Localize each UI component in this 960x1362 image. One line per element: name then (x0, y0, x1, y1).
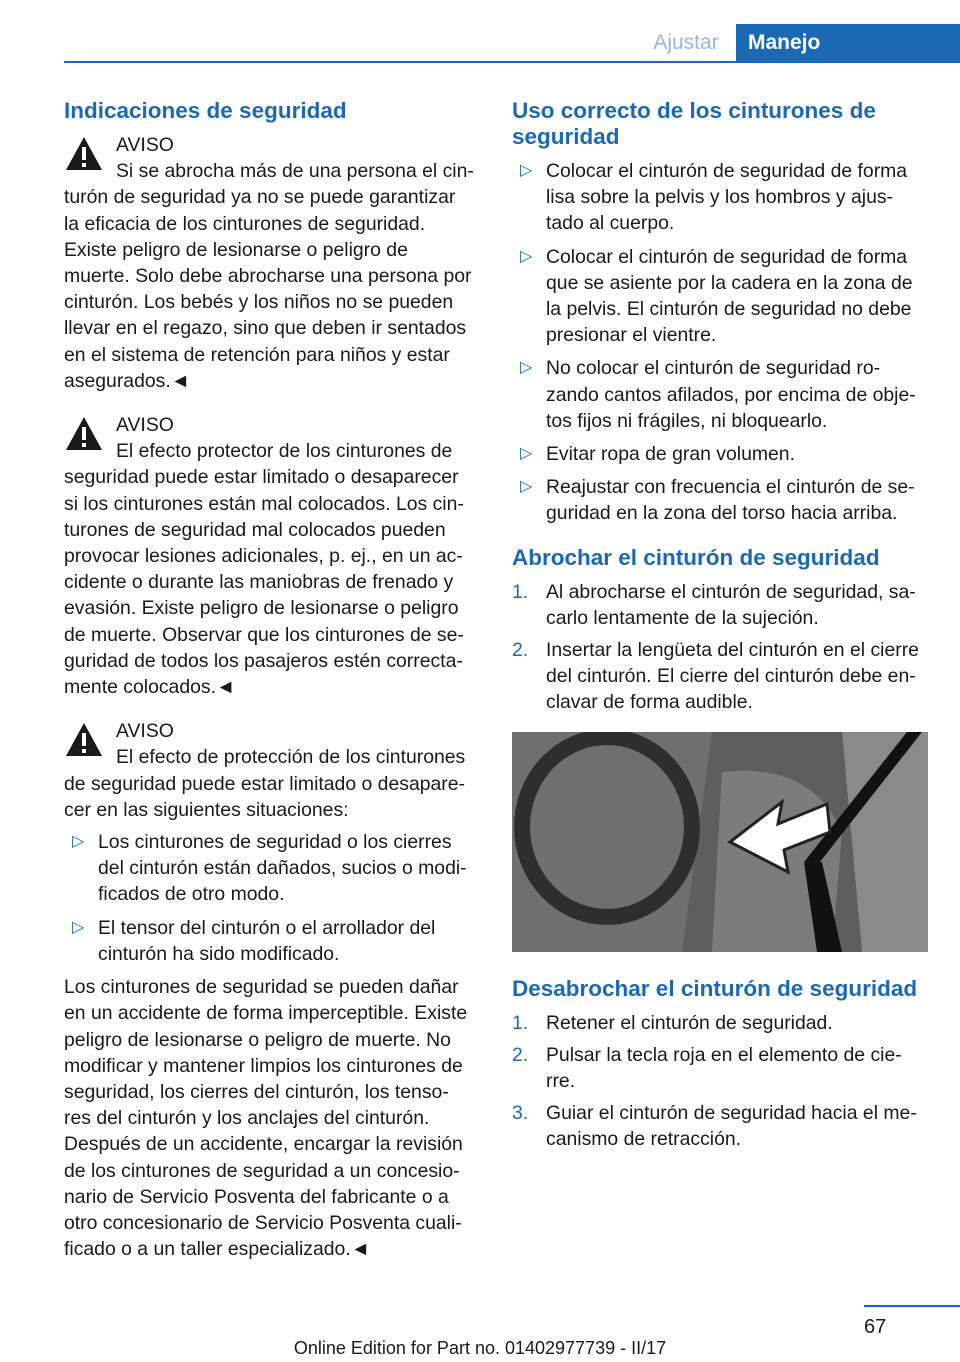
list-item (64, 829, 480, 908)
section-title-unfasten: Desabrochar el cinturón de seguridad (512, 975, 918, 1001)
warning-block (64, 412, 480, 700)
list-item (512, 158, 928, 237)
tab-ajustar[interactable]: Ajustar (653, 31, 719, 54)
seatbelt-buckle-photo (512, 732, 928, 952)
warning-line: cidente o durante las maniobras de frenado y (64, 571, 454, 594)
step-item (512, 1042, 928, 1094)
step-text: Guiar el cinturón de seguridad hacia el me-canismo de retracción. (546, 1102, 917, 1151)
list-item (512, 355, 928, 434)
list-item-text: El tensor del cinturón o el arrollador del cinturón ha sido modificado. (98, 916, 436, 965)
step-item (512, 637, 928, 716)
header-rule (64, 61, 960, 63)
step-number: 1. (512, 580, 529, 603)
footer-rule (864, 1305, 960, 1307)
triangle-right-icon: ▷ (72, 833, 85, 851)
triangle-right-icon: ▷ (520, 247, 533, 265)
warning-line: llevar en el regazo, sino que deben ir sentados (64, 317, 467, 340)
paragraph-line: res del cinturón y los anclajes del cinturón. (64, 1107, 430, 1130)
list-item-text: Reajustar con frecuencia el cinturón de se-guridad en la zona del torso hacia arriba. (546, 476, 915, 525)
correct-use-list (512, 158, 928, 527)
warning-line: turón de seguridad ya no se puede garantizar (64, 186, 456, 209)
warning-line: seguridad puede estar limitado o desaparecer (64, 466, 459, 489)
warning-bullet-list (64, 829, 480, 967)
warning-line: muerte. Solo debe abrocharse una persona por (64, 265, 472, 288)
unfasten-steps (512, 1010, 928, 1153)
list-item (512, 474, 928, 526)
list-item-text: Colocar el cinturón de seguridad de forma que se asiente por la cadera en la zona de la pelvis. El cinturón de seguridad no debe presionar el vientre. (546, 245, 913, 347)
paragraph-line: peligro de lesionarse o peligro de muerte. No (64, 1028, 451, 1051)
section-title-fasten: Abrochar el cinturón de seguridad (512, 544, 880, 570)
warning-line: de muerte. Observar que los cinturones de se- (64, 623, 464, 646)
warning-triangle-icon (64, 720, 104, 760)
paragraph-line: nario de Servicio Posventa del fabricante o a (64, 1185, 449, 1208)
warning-line: cinturón. Los bebés y los niños no se pueden (64, 291, 454, 314)
left-column (64, 98, 480, 1262)
triangle-right-icon: ▷ (520, 478, 533, 496)
step-item (512, 1100, 928, 1152)
warning-line: asegurados.◄ (64, 369, 190, 392)
tab-manejo[interactable]: Manejo (736, 24, 960, 62)
warning-block (64, 718, 480, 823)
step-text: Al abrocharse el cinturón de seguridad, sa-carlo lentamente de la sujeción. (546, 580, 916, 629)
step-number: 2. (512, 1043, 529, 1066)
warning-line: de seguridad puede estar limitado o desapare- (64, 772, 466, 795)
step-number: 1. (512, 1011, 529, 1034)
paragraph-line: Después de un accidente, encargar la revisión (64, 1133, 463, 1156)
triangle-right-icon: ▷ (72, 918, 85, 936)
fasten-steps (512, 579, 928, 716)
warning-line: cer en las siguientes situaciones: (64, 798, 349, 821)
warning-line: Existe peligro de lesionarse o peligro de (64, 238, 408, 261)
triangle-right-icon: ▷ (520, 445, 533, 463)
list-item (512, 244, 928, 349)
header-tabs (636, 24, 960, 62)
warning-block (64, 132, 480, 394)
list-item-text: Colocar el cinturón de seguridad de forma lisa sobre la pelvis y los hombros y ajus-tado al cuerpo. (546, 160, 908, 235)
list-item-text: Evitar ropa de gran volumen. (546, 443, 795, 466)
step-item (512, 579, 928, 631)
warning-label: AVISO (116, 720, 174, 743)
step-number: 2. (512, 639, 529, 662)
paragraph-line: modificar y mantener limpios los cinturones de (64, 1054, 463, 1077)
warning-line: El efecto protector de los cinturones de (116, 440, 453, 463)
warning-line: turones de seguridad mal colocados pueden (64, 518, 446, 541)
triangle-right-icon: ▷ (520, 359, 533, 377)
paragraph-line: en un accidente de forma imperceptible. Existe (64, 1002, 468, 1025)
warning-line: si los cinturones están mal colocados. Los cin- (64, 492, 464, 515)
page-number: 67 (864, 1316, 887, 1338)
paragraph-line: otro concesionario de Servicio Posventa cuali- (64, 1211, 462, 1234)
warning-label: AVISO (116, 414, 174, 437)
closing-paragraph (64, 974, 480, 1262)
edition-footer: Online Edition for Part no. 01402977739 - II/17 (293, 1338, 667, 1358)
right-column (512, 98, 928, 1159)
list-item-text: No colocar el cinturón de seguridad ro-zando cantos afilados, por encima de obje-tos fijos ni frágiles, ni bloquearlo. (546, 357, 916, 432)
warning-line: evasión. Existe peligro de lesionarse o peligro (64, 597, 459, 620)
warning-label: AVISO (116, 134, 174, 156)
warning-triangle-icon (64, 134, 104, 174)
step-number: 3. (512, 1102, 529, 1125)
paragraph-line: de los cinturones de seguridad a un concesio- (64, 1159, 460, 1182)
warning-line: Si se abrocha más de una persona el cin- (116, 160, 474, 183)
warning-line: mente colocados.◄ (64, 676, 236, 699)
step-text: Pulsar la tecla roja en el elemento de cie-rre. (546, 1043, 902, 1093)
warning-line: en el sistema de retención para niños y estar (64, 343, 450, 366)
section-title-safety: Indicaciones de seguridad (64, 98, 347, 123)
warning-line: guridad de todos los pasajeros estén correcta- (64, 649, 463, 672)
triangle-right-icon: ▷ (520, 162, 533, 179)
warning-line: El efecto de protección de los cinturones (116, 746, 466, 769)
warning-line: la eficacia de los cinturones de seguridad. (64, 212, 426, 235)
paragraph-line: Los cinturones de seguridad se pueden dañar (64, 976, 459, 999)
list-item-text: Los cinturones de seguridad o los cierres del cinturón están dañados, sucios o modi-ficados de otro modo. (98, 831, 467, 906)
paragraph-line: seguridad, los cierres del cinturón, los tenso- (64, 1080, 449, 1103)
list-item (64, 915, 480, 967)
warning-triangle-icon (64, 414, 104, 454)
step-text: Retener el cinturón de seguridad. (546, 1011, 833, 1034)
section-title-correct-use: Uso correcto de los cinturones de seguridad (512, 98, 876, 149)
paragraph-line: ficado o a un taller especializado.◄ (64, 1238, 370, 1261)
list-item (512, 441, 928, 467)
step-item (512, 1010, 928, 1036)
warning-line: provocar lesiones adicionales, p. ej., en un ac- (64, 545, 463, 568)
step-text: Insertar la lengüeta del cinturón en el cierre del cinturón. El cierre del cinturón debe en-clavar de forma audible. (546, 639, 919, 714)
